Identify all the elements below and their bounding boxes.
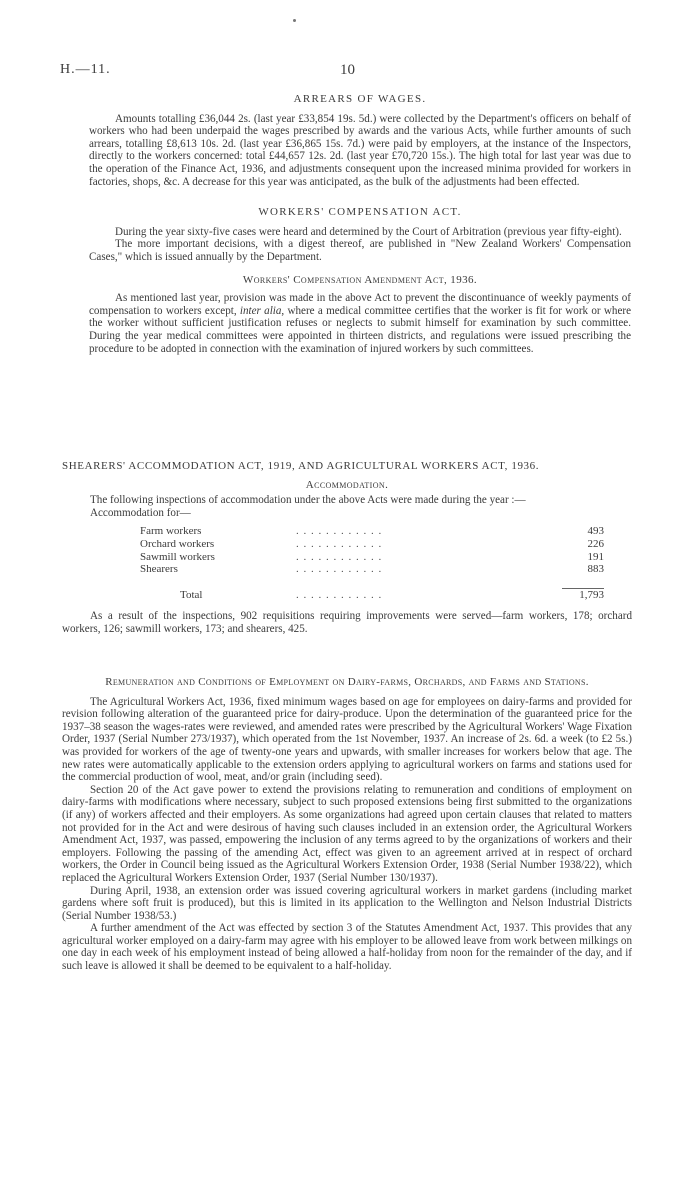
table-row: [140, 563, 604, 576]
requisitions-paragraph: As a result of the inspections, 902 requisitions requiring improvements were served—farm workers, 178; orchard workers, 126; sawmill workers, 173; and shearers, 425.: [62, 609, 632, 635]
amendment-paragraph: [89, 292, 631, 355]
page-speck: [293, 19, 296, 22]
row-label: Farm workers: [140, 525, 202, 538]
table-row: [140, 525, 604, 538]
leader-dots: . . . . . . . . . . . .: [296, 537, 383, 550]
table-row: [140, 538, 604, 551]
row-label: Sawmill workers: [140, 550, 215, 563]
compensation-paragraph-2: The more important decisions, with a digest thereof, are published in "New Zealand Workers' Compensation Cases," which is issued annually by the Department.: [89, 238, 631, 263]
remuneration-heading: Remuneration and Conditions of Employment on Dairy-farms, Orchards, and Farms and Stations.: [105, 676, 589, 688]
accommodation-subheading: Accommodation.: [305, 478, 389, 491]
leader-dots: . . . . . . . . . . . .: [296, 550, 383, 563]
row-value: 191: [587, 550, 604, 563]
arrears-paragraph: Amounts totalling £36,044 2s. (last year £33,854 19s. 5d.) were collected by the Department's officers on behalf of workers who had been underpaid the wages prescribed by awards and the various Acts, while further amounts of such arrears, totalling £8,613 10s. 2d. (last year £36,865 15s. 7d.) were paid by employers, at the instance of the Inspectors, directly to the workers concerned: total £44,657 12s. 2d. (last year £70,720 15s.). The high total for last year was due to the operation of the Finance Act, 1936, and adjustments consequent upon the increased minima provided for workers in factories, shops, &c. A decrease for this year was anticipated, as the bulk of the adjustments had been effected.: [89, 112, 631, 188]
page-number: 10: [340, 62, 355, 78]
arrears-heading: ARREARS OF WAGES.: [293, 93, 427, 105]
row-value: 226: [587, 537, 604, 550]
total-label: Total: [180, 589, 203, 602]
shearers-section: [62, 460, 632, 635]
leader-dots: . . . . . . . . . . . .: [296, 525, 383, 538]
remuneration-paragraph-4: A further amendment of the Act was effected by section 3 of the Statutes Amendment Act, 1937. This provides that any agricultural worker employed on a dairy-farm may agree with his employer to be allowed leave from work between milkings on one day in each week of his employment instead of being allowed a half-holiday from noon for the remainder of the day, and if such leave is allowed it shall be deemed to be equivalent to a half-holiday.: [62, 922, 632, 973]
amendment-text-a: As mentioned last year, provision was made in the above Act to prevent the discontinuance of weekly payments of compensation to workers except,: [89, 292, 631, 317]
amendment-text-b: , where a medical committee certifies that the worker is fit for work or where the worker without sufficient justification refuses or neglects to submit himself for examination by such committee. During the year medical committees were appointed in thirteen districts, and regulations were issued prescribing the procedure to be adopted in connection with the examination of injured workers by such committees.: [89, 304, 632, 355]
row-value: 883: [587, 563, 604, 576]
leader-dots: . . . . . . . . . . . .: [296, 589, 383, 602]
remuneration-paragraph-1: The Agricultural Workers Act, 1936, fixed minimum wages based on age for employees on dairy-farms and provided for revision following alteration of the guaranteed price for dairy-produce. Upon the determination of the guaranteed price for the 1937–38 season the wages-rates were reviewed, and amended rates were prescribed by the Agricultural Workers' Wage Fixation Order, 1937 (Serial Number 273/1937), which operated from the 1st November, 1937. An increase of 2s. 6d. a week (to £2 5s.) was provided for workers of the age of twenty-one years and upwards, with smaller increases for workers below that age. The new rates were automatically applicable to the extension orders applying to agricultural workers on farms and stations used for the commercial production of wool, meat, and/or grain (including seed).: [62, 695, 632, 784]
total-value: 1,793: [562, 589, 604, 602]
row-value: 493: [587, 525, 604, 538]
arrears-section: [89, 93, 631, 355]
compensation-paragraph-1: During the year sixty-five cases were heard and determined by the Court of Arbitration (previous year fifty-eight).: [115, 225, 622, 238]
remuneration-paragraph-3: During April, 1938, an extension order was issued covering agricultural workers in market gardens (including market gardens where soft fruit is produced), but this is limited in its application to the Wellington and Nelson Industrial Districts (Serial Number 1938/53.): [62, 884, 632, 922]
total-row: [140, 589, 604, 602]
accommodation-for-label: Accommodation for—: [90, 506, 191, 519]
inspections-intro: The following inspections of accommodation under the above Acts were made during the year :—: [90, 494, 526, 507]
amendment-subheading: Workers' Compensation Amendment Act, 1936.: [242, 273, 478, 286]
remuneration-paragraph-2: Section 20 of the Act gave power to extend the provisions relating to remuneration and conditions of employment on dairy-farms with modifications where necessary, subject to such proposed extensions being first submitted to the organizations (if any) of workers affected and their employers. As some organizations had agreed upon certain clauses that related to matters not provided for in the Act and were desirous of having such clauses included in an extension order, the Agricultural Workers Amendment Act, 1937, was passed, empowering the inclusion of any terms agreed to by the organizations of workers and their employers. Following the passing of the amending Act, effect was given to an agreement arrived at in respect of orchard workers, the Order in Council being issued as the Agricultural Workers Extension Order, 1938 (Serial Number 1938/22), which replaced the Agricultural Workers Extension Order, 1937 (Serial Number 130/1937).: [62, 783, 632, 884]
shearers-heading: SHEARERS' ACCOMMODATION ACT, 1919, AND AGRICULTURAL WORKERS ACT, 1936.: [62, 460, 540, 472]
row-label: Orchard workers: [140, 537, 215, 550]
leader-dots: . . . . . . . . . . . .: [296, 563, 383, 576]
table-row: [140, 551, 604, 564]
compensation-heading: WORKERS' COMPENSATION ACT.: [258, 206, 462, 219]
remuneration-section: [62, 676, 632, 973]
row-label: Shearers: [140, 563, 178, 576]
document-code: H.—11.: [60, 62, 111, 77]
amendment-text-italic: inter alia: [239, 304, 282, 317]
accommodation-table: [140, 525, 604, 602]
